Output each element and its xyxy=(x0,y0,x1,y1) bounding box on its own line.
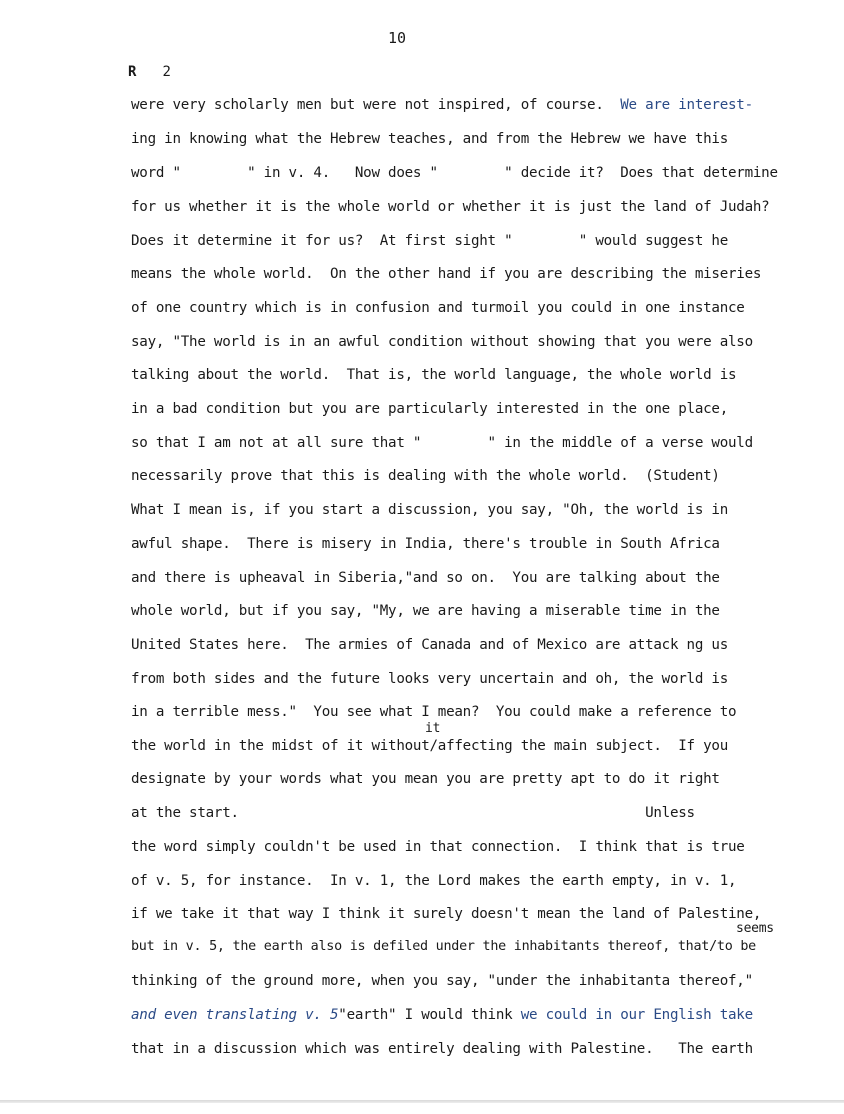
text-line: designate by your words what you mean you are pretty apt to do it right xyxy=(131,771,720,787)
header-mark-number: 2 xyxy=(162,64,171,80)
text-line: means the whole world. On the other hand if you are describing the miseries xyxy=(131,266,762,282)
header-mark xyxy=(128,64,171,80)
text-line: talking about the world. That is, the world language, the whole world is xyxy=(131,367,737,383)
insertion-it: it xyxy=(425,721,441,736)
text-line: in a bad condition but you are particularly interested in the one place, xyxy=(131,401,728,417)
text-line: thinking of the ground more, when you say, "under the inhabitanta thereof," xyxy=(131,973,753,989)
text-line: Does it determine it for us? At first sight " " would suggest he xyxy=(131,233,728,249)
text-line: word " " in v. 4. Now does " " decide it? Does that determine xyxy=(131,165,778,181)
text-line: and there is upheaval in Siberia,"and so on. You are talking about the xyxy=(131,570,720,586)
text-line: What I mean is, if you start a discussion, you say, "Oh, the world is in xyxy=(131,502,728,518)
text-line: were very scholarly men but were not inspired, of course. We are interest- xyxy=(131,97,753,113)
page-number: 10 xyxy=(388,29,407,47)
page-edge xyxy=(0,1100,844,1103)
text-line: the word simply couldn't be used in that connection. I think that is true xyxy=(131,839,745,855)
text-line: in a terrible mess." You see what I mean? You could make a reference to xyxy=(131,704,737,720)
text-line: and even translating v. 5"earth" I would think we could in our English take xyxy=(131,1007,753,1023)
text-line: so that I am not at all sure that " " in the middle of a verse would xyxy=(131,435,753,451)
text-line: whole world, but if you say, "My, we are having a miserable time in the xyxy=(131,603,720,619)
text-line: at the start. Unless xyxy=(131,805,695,821)
text-line: for us whether it is the whole world or whether it is just the land of Judah? xyxy=(131,199,770,215)
text-line: that in a discussion which was entirely dealing with Palestine. The earth xyxy=(131,1041,753,1057)
header-mark-letter: R xyxy=(128,64,137,80)
text-line: awful shape. There is misery in India, there's trouble in South Africa xyxy=(131,536,720,552)
text-line: if we take it that way I think it surely doesn't mean the land of Palestine, xyxy=(131,906,762,922)
text-line: the world in the midst of it without/affecting the main subject. If you xyxy=(131,738,728,754)
insertion-seems: seems xyxy=(736,921,774,936)
text-line: say, "The world is in an awful condition without showing that you were also xyxy=(131,334,753,350)
text-line: United States here. The armies of Canada and of Mexico are attack ng us xyxy=(131,637,728,653)
text-line: but in v. 5, the earth also is defiled under the inhabitants thereof, that/to be xyxy=(131,939,756,954)
text-line: of v. 5, for instance. In v. 1, the Lord makes the earth empty, in v. 1, xyxy=(131,873,737,889)
text-line: ing in knowing what the Hebrew teaches, and from the Hebrew we have this xyxy=(131,131,728,147)
text-line: from both sides and the future looks very uncertain and oh, the world is xyxy=(131,671,728,687)
text-line: necessarily prove that this is dealing with the whole world. (Student) xyxy=(131,468,720,484)
text-line: of one country which is in confusion and turmoil you could in one instance xyxy=(131,300,745,316)
